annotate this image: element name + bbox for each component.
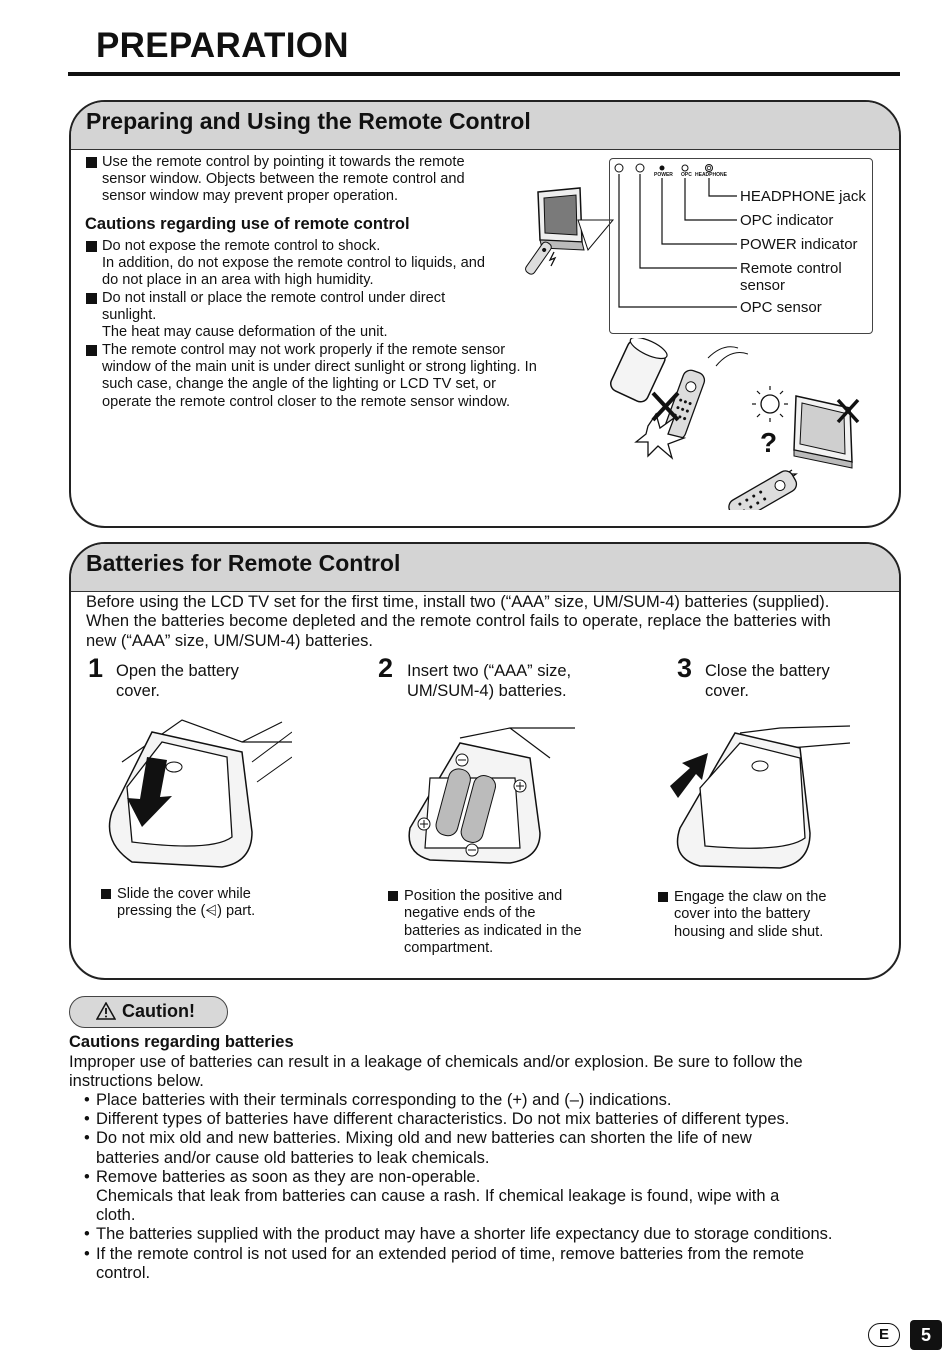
- opc-small-label: OPC: [681, 172, 692, 178]
- text-line: cover into the battery: [674, 906, 811, 923]
- bullet-dot: •: [84, 1091, 90, 1109]
- headphone-small-label: HEADPHONE: [695, 172, 727, 178]
- text-line: Improper use of batteries can result in a leakage of chemicals and/or explosion. Be sure to follow the: [69, 1053, 803, 1071]
- bullet-square: [86, 157, 97, 168]
- title-rule: [68, 72, 900, 76]
- text-line: Slide the cover while: [117, 886, 251, 902]
- bullet-dot: •: [84, 1110, 90, 1129]
- list-item: [84, 1245, 904, 1283]
- open-cover-illustration: [92, 712, 292, 872]
- text-line: UM/SUM-4) batteries.: [407, 681, 567, 700]
- text-line: cover.: [116, 681, 161, 700]
- step-note: [658, 889, 878, 941]
- text-line: do not place in an area with high humidity.: [102, 272, 374, 289]
- remote-sunlight-illustration: [718, 378, 868, 510]
- text-line: Insert two (“AAA” size,: [407, 662, 572, 680]
- caution-shock: [86, 238, 536, 290]
- caution-label: Caution!: [122, 1001, 195, 1021]
- insert-batteries-illustration: [400, 718, 580, 878]
- caution-lighting: [86, 342, 586, 411]
- text-line: control.: [96, 1263, 151, 1282]
- page-number: 5: [910, 1320, 942, 1350]
- remote-sensor-label: [740, 260, 842, 294]
- bullet-square: [86, 241, 97, 252]
- headphone-jack-label: HEADPHONE jack: [740, 188, 866, 205]
- list-item: [84, 1225, 904, 1244]
- language-badge: E: [868, 1323, 900, 1347]
- text-line: In addition, do not expose the remote control to liquids, and: [102, 255, 485, 272]
- text-line: sensor window. Objects between the remote control and: [102, 171, 465, 188]
- text-line: The batteries supplied with the product may have a shorter life expectancy due to storage conditions.: [96, 1225, 833, 1244]
- step-text: [407, 662, 571, 701]
- step-note: [101, 886, 301, 921]
- bullet-square: [388, 891, 398, 901]
- text-line: Remote control: [740, 260, 842, 277]
- step-text: [116, 662, 239, 701]
- page-title: PREPARATION: [96, 26, 349, 65]
- text-line: new (“AAA” size, UM/SUM-4) batteries.: [86, 631, 373, 650]
- text-line: Position the positive and: [404, 888, 563, 904]
- cautions-heading: Cautions regarding use of remote control: [85, 215, 410, 233]
- bullet-square: [658, 892, 668, 902]
- text-line: Engage the claw on the: [674, 889, 827, 905]
- bullet-dot: •: [84, 1225, 90, 1244]
- text-line: Different types of batteries have different characteristics. Do not mix batteries of different types.: [96, 1110, 790, 1129]
- text-line: sunlight.: [102, 307, 157, 324]
- battery-intro: [86, 593, 896, 651]
- text-line: The remote control may not work properly if the remote sensor: [102, 342, 506, 358]
- text-line: Before using the LCD TV set for the first time, install two (“AAA” size, UM/SUM-4) batteries (supplied).: [86, 593, 830, 611]
- text-line: window of the main unit is under direct sunlight or strong lighting. In: [102, 359, 537, 376]
- step-note: [388, 888, 608, 958]
- warning-icon: [96, 1002, 116, 1020]
- opc-sensor-label: OPC sensor: [740, 299, 822, 316]
- text-line: Do not mix old and new batteries. Mixing old and new batteries can shorten the life of new: [96, 1129, 752, 1148]
- text-line: Remove batteries as soon as they are non-operable.: [96, 1167, 481, 1186]
- text-line: sensor: [740, 277, 786, 294]
- text-line: If the remote control is not used for an extended period of time, remove batteries from the remote: [96, 1244, 805, 1263]
- section-header: [71, 544, 899, 592]
- list-item: [84, 1168, 904, 1226]
- text-line: Place batteries with their terminals corresponding to the (+) and (–) indications.: [96, 1091, 672, 1109]
- list-item: [84, 1110, 904, 1129]
- bullet-dot: •: [84, 1167, 90, 1186]
- text-line: Do not expose the remote control to shock.: [102, 238, 381, 254]
- text-line: cloth.: [96, 1206, 136, 1225]
- section-heading: Batteries for Remote Control: [86, 550, 401, 576]
- text-line: negative ends of the: [404, 905, 536, 922]
- opc-indicator-label: OPC indicator: [740, 212, 834, 229]
- power-small-label: POWER: [654, 172, 673, 178]
- caution-heading: Cautions regarding batteries: [69, 1033, 294, 1051]
- bullet-square: [101, 889, 111, 899]
- text-line: cover.: [705, 681, 750, 700]
- text-line: Use the remote control by pointing it towards the remote: [102, 154, 465, 170]
- bullet-square: [86, 293, 97, 304]
- step-text: [705, 662, 830, 701]
- tv-remote-illustration: [518, 180, 618, 295]
- power-indicator-label: POWER indicator: [740, 236, 858, 253]
- text-line: such case, change the angle of the lighting or LCD TV set, or: [102, 376, 496, 393]
- text-line: pressing the (⩤) part.: [117, 903, 256, 920]
- list-item: [84, 1091, 904, 1110]
- svg-text:?: ?: [760, 427, 778, 458]
- bullet-dot: •: [84, 1129, 90, 1148]
- text-line: Chemicals that leak from batteries can cause a rash. If chemical leakage is found, wipe with a: [96, 1187, 780, 1206]
- list-item: [84, 1129, 904, 1167]
- step-number: 2: [378, 653, 394, 683]
- caution-badge: [69, 996, 228, 1028]
- text-line: compartment.: [404, 940, 494, 957]
- text-line: The heat may cause deformation of the unit.: [102, 324, 388, 341]
- text-line: sensor window may prevent proper operation.: [102, 188, 399, 205]
- close-cover-illustration: [660, 718, 855, 878]
- text-line: housing and slide shut.: [674, 923, 824, 940]
- text-line: Close the battery: [705, 662, 830, 680]
- text-line: instructions below.: [69, 1072, 204, 1091]
- text-line: batteries and/or cause old batteries to leak chemicals.: [96, 1148, 490, 1167]
- text-line: batteries as indicated in the: [404, 922, 582, 939]
- step-number: 3: [677, 653, 693, 683]
- step-number: 1: [88, 653, 104, 683]
- text-line: operate the remote control closer to the remote sensor window.: [102, 393, 511, 410]
- caution-intro: [69, 1053, 899, 1091]
- remote-usage-note: [86, 154, 526, 206]
- bullet-dot: •: [84, 1244, 90, 1263]
- text-line: Do not install or place the remote control under direct: [102, 290, 446, 306]
- caution-bullet-list: [84, 1091, 904, 1283]
- text-line: When the batteries become depleted and the remote control fails to operate, replace the batteries with: [86, 612, 831, 631]
- section-heading: Preparing and Using the Remote Control: [86, 108, 531, 134]
- text-line: Open the battery: [116, 662, 239, 680]
- bullet-square: [86, 345, 97, 356]
- section-header: [71, 102, 899, 150]
- caution-sunlight: [86, 290, 536, 342]
